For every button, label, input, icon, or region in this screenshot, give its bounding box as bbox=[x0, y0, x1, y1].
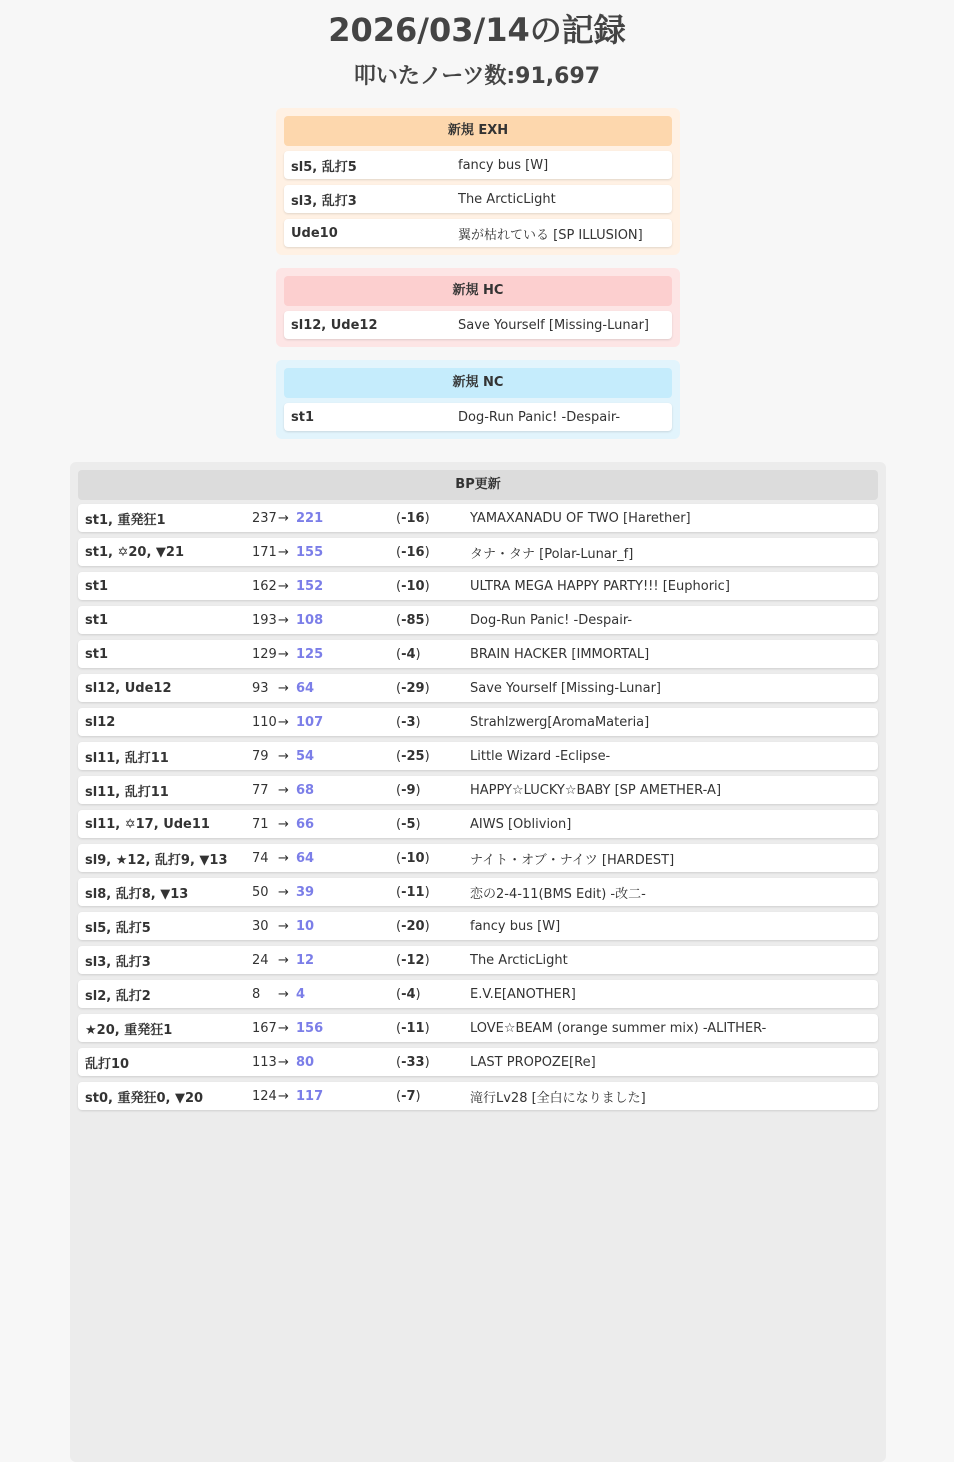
table-row bbox=[78, 572, 878, 600]
bp-after: 68 bbox=[296, 782, 315, 798]
bp-diff: (-16) bbox=[396, 544, 430, 560]
table-row bbox=[78, 844, 878, 872]
arrow-icon: → bbox=[278, 612, 289, 628]
table-row bbox=[78, 980, 878, 1008]
song-title: AIWS [Oblivion] bbox=[470, 816, 572, 832]
arrow-icon: → bbox=[278, 782, 289, 798]
bp-diff-value: -10 bbox=[401, 850, 425, 866]
level-label: st1 bbox=[85, 578, 108, 594]
bp-diff-value: -10 bbox=[401, 578, 425, 594]
arrow-icon: → bbox=[278, 646, 289, 662]
level-label: ★20, 重発狂1 bbox=[85, 1022, 173, 1038]
bp-update-header: BP更新 bbox=[78, 470, 878, 500]
bp-diff: (-11) bbox=[396, 884, 430, 900]
level-label: sl2, 乱打2 bbox=[85, 988, 151, 1004]
song-title: Little Wizard -Eclipse- bbox=[470, 748, 611, 764]
bp-diff: (-4) bbox=[396, 646, 421, 662]
table-row bbox=[78, 708, 878, 736]
song-title: 翼が枯れている [SP ILLUSION] bbox=[458, 227, 643, 243]
arrow-icon: → bbox=[278, 748, 289, 764]
list-item bbox=[284, 219, 672, 247]
bp-after: 152 bbox=[296, 578, 324, 594]
bp-before: 113 bbox=[252, 1054, 277, 1070]
bp-after: 156 bbox=[296, 1020, 324, 1036]
bp-diff: (-3) bbox=[396, 714, 421, 730]
bp-before: 110 bbox=[252, 714, 277, 730]
bp-before: 237 bbox=[252, 510, 277, 526]
level-label: st1 bbox=[291, 409, 314, 425]
table-row bbox=[78, 776, 878, 804]
song-title: The ArcticLight bbox=[458, 191, 556, 207]
level-label: st0, 重発狂0, ▼20 bbox=[85, 1090, 204, 1106]
song-title: fancy bus [W] bbox=[458, 157, 549, 173]
song-title: HAPPY☆LUCKY☆BABY [SP AMETHER-A] bbox=[470, 782, 722, 798]
level-label: sl5, 乱打5 bbox=[291, 159, 357, 175]
new-nc-section bbox=[276, 360, 680, 439]
song-title: The ArcticLight bbox=[470, 952, 568, 968]
bp-diff-value: -5 bbox=[401, 816, 416, 832]
arrow-icon: → bbox=[278, 680, 289, 696]
bp-diff: (-4) bbox=[396, 986, 421, 1002]
song-title: Strahlzwerg[AromaMateria] bbox=[470, 714, 650, 730]
table-row bbox=[78, 946, 878, 974]
song-title: Save Yourself [Missing-Lunar] bbox=[470, 680, 662, 696]
bp-update-section bbox=[70, 462, 886, 1462]
table-row bbox=[78, 912, 878, 940]
bp-diff: (-85) bbox=[396, 612, 430, 628]
table-row bbox=[78, 1048, 878, 1076]
arrow-icon: → bbox=[278, 1088, 289, 1104]
bp-diff-value: -11 bbox=[401, 884, 425, 900]
bp-after: 12 bbox=[296, 952, 315, 968]
bp-after: 64 bbox=[296, 680, 315, 696]
bp-before: 171 bbox=[252, 544, 277, 560]
bp-diff-value: -12 bbox=[401, 952, 425, 968]
bp-before: 129 bbox=[252, 646, 277, 662]
level-label: sl3, 乱打3 bbox=[291, 193, 357, 209]
bp-diff: (-16) bbox=[396, 510, 430, 526]
level-label: sl11, ✡17, Ude11 bbox=[85, 816, 210, 832]
new-hc-header: 新規 HC bbox=[284, 276, 672, 306]
bp-after: 221 bbox=[296, 510, 324, 526]
bp-before: 24 bbox=[252, 952, 269, 968]
bp-after: 117 bbox=[296, 1088, 324, 1104]
bp-after: 64 bbox=[296, 850, 315, 866]
song-title: ULTRA MEGA HAPPY PARTY!!! [Euphoric] bbox=[470, 578, 730, 594]
table-row bbox=[78, 674, 878, 702]
new-nc-header: 新規 NC bbox=[284, 368, 672, 398]
bp-diff: (-5) bbox=[396, 816, 421, 832]
list-item bbox=[284, 311, 672, 339]
bp-diff-value: -16 bbox=[401, 544, 425, 560]
bp-diff-value: -33 bbox=[401, 1054, 425, 1070]
bp-diff-value: -11 bbox=[401, 1020, 425, 1036]
new-hc-section bbox=[276, 268, 680, 347]
song-title: ナイト・オブ・ナイツ [HARDEST] bbox=[470, 852, 675, 868]
bp-diff: (-7) bbox=[396, 1088, 421, 1104]
arrow-icon: → bbox=[278, 884, 289, 900]
bp-diff-value: -7 bbox=[401, 1088, 416, 1104]
song-title: LOVE☆BEAM (orange summer mix) -ALITHER- bbox=[470, 1020, 767, 1036]
bp-before: 30 bbox=[252, 918, 269, 934]
table-row bbox=[78, 504, 878, 532]
level-label: sl5, 乱打5 bbox=[85, 920, 151, 936]
arrow-icon: → bbox=[278, 918, 289, 934]
song-title: 滝行Lv28 [全白になりました] bbox=[470, 1090, 646, 1106]
level-label: Ude10 bbox=[291, 225, 338, 241]
bp-diff-value: -3 bbox=[401, 714, 416, 730]
bp-diff-value: -4 bbox=[401, 986, 416, 1002]
bp-after: 107 bbox=[296, 714, 324, 730]
new-exh-section bbox=[276, 108, 680, 255]
bp-diff: (-29) bbox=[396, 680, 430, 696]
arrow-icon: → bbox=[278, 714, 289, 730]
bp-diff: (-9) bbox=[396, 782, 421, 798]
arrow-icon: → bbox=[278, 952, 289, 968]
arrow-icon: → bbox=[278, 578, 289, 594]
song-title: Dog-Run Panic! -Despair- bbox=[458, 409, 621, 425]
bp-after: 108 bbox=[296, 612, 324, 628]
bp-diff: (-25) bbox=[396, 748, 430, 764]
new-exh-header: 新規 EXH bbox=[284, 116, 672, 146]
table-row bbox=[78, 742, 878, 770]
bp-diff-value: -85 bbox=[401, 612, 425, 628]
level-label: 乱打10 bbox=[85, 1056, 130, 1072]
song-title: fancy bus [W] bbox=[470, 918, 561, 934]
level-label: sl12, Ude12 bbox=[291, 317, 378, 333]
level-label: st1 bbox=[85, 612, 108, 628]
level-label: sl12, Ude12 bbox=[85, 680, 172, 696]
song-title: E.V.E[ANOTHER] bbox=[470, 986, 576, 1002]
bp-diff: (-10) bbox=[396, 850, 430, 866]
bp-after: 80 bbox=[296, 1054, 315, 1070]
bp-before: 74 bbox=[252, 850, 269, 866]
bp-before: 93 bbox=[252, 680, 269, 696]
bp-before: 71 bbox=[252, 816, 269, 832]
arrow-icon: → bbox=[278, 986, 289, 1002]
bp-after: 39 bbox=[296, 884, 315, 900]
arrow-icon: → bbox=[278, 544, 289, 560]
bp-diff-value: -16 bbox=[401, 510, 425, 526]
bp-diff: (-33) bbox=[396, 1054, 430, 1070]
bp-after: 4 bbox=[296, 986, 306, 1002]
level-label: sl9, ★12, 乱打9, ▼13 bbox=[85, 852, 228, 868]
bp-before: 8 bbox=[252, 986, 261, 1002]
bp-before: 124 bbox=[252, 1088, 277, 1104]
level-label: sl8, 乱打8, ▼13 bbox=[85, 886, 189, 902]
level-label: sl3, 乱打3 bbox=[85, 954, 151, 970]
bp-after: 10 bbox=[296, 918, 315, 934]
arrow-icon: → bbox=[278, 510, 289, 526]
bp-diff: (-12) bbox=[396, 952, 430, 968]
bp-before: 193 bbox=[252, 612, 277, 628]
arrow-icon: → bbox=[278, 1054, 289, 1070]
table-row bbox=[78, 606, 878, 634]
song-title: YAMAXANADU OF TWO [Harether] bbox=[470, 510, 691, 526]
list-item bbox=[284, 403, 672, 431]
song-title: Dog-Run Panic! -Despair- bbox=[470, 612, 633, 628]
song-title: 恋の2-4-11(BMS Edit) -改二- bbox=[470, 886, 646, 902]
bp-after: 54 bbox=[296, 748, 315, 764]
list-item bbox=[284, 151, 672, 179]
table-row bbox=[78, 810, 878, 838]
bp-before: 77 bbox=[252, 782, 269, 798]
bp-before: 167 bbox=[252, 1020, 277, 1036]
notes-count: 叩いたノーツ数:91,697 bbox=[353, 64, 601, 89]
table-row bbox=[78, 1014, 878, 1042]
bp-diff: (-10) bbox=[396, 578, 430, 594]
arrow-icon: → bbox=[278, 1020, 289, 1036]
bp-diff-value: -20 bbox=[401, 918, 425, 934]
bp-after: 125 bbox=[296, 646, 324, 662]
level-label: sl11, 乱打11 bbox=[85, 750, 169, 766]
level-label: sl11, 乱打11 bbox=[85, 784, 169, 800]
bp-before: 79 bbox=[252, 748, 269, 764]
song-title: タナ・タナ [Polar-Lunar_f] bbox=[470, 546, 634, 562]
bp-diff-value: -29 bbox=[401, 680, 425, 696]
page-title: 2026/03/14の記録 bbox=[328, 11, 626, 49]
level-label: sl12 bbox=[85, 714, 116, 730]
bp-before: 50 bbox=[252, 884, 269, 900]
level-label: st1, 重発狂1 bbox=[85, 512, 166, 528]
bp-diff-value: -25 bbox=[401, 748, 425, 764]
bp-diff: (-11) bbox=[396, 1020, 430, 1036]
bp-diff: (-20) bbox=[396, 918, 430, 934]
table-row bbox=[78, 640, 878, 668]
bp-after: 155 bbox=[296, 544, 324, 560]
level-label: st1, ✡20, ▼21 bbox=[85, 544, 184, 560]
level-label: st1 bbox=[85, 646, 108, 662]
bp-after: 66 bbox=[296, 816, 315, 832]
song-title: LAST PROPOZE[Re] bbox=[470, 1054, 596, 1070]
table-row bbox=[78, 538, 878, 566]
arrow-icon: → bbox=[278, 850, 289, 866]
bp-before: 162 bbox=[252, 578, 277, 594]
bp-diff-value: -4 bbox=[401, 646, 416, 662]
arrow-icon: → bbox=[278, 816, 289, 832]
table-row bbox=[78, 878, 878, 906]
list-item bbox=[284, 185, 672, 213]
song-title: BRAIN HACKER [IMMORTAL] bbox=[470, 646, 650, 662]
table-row bbox=[78, 1082, 878, 1110]
bp-diff-value: -9 bbox=[401, 782, 416, 798]
song-title: Save Yourself [Missing-Lunar] bbox=[458, 317, 650, 333]
